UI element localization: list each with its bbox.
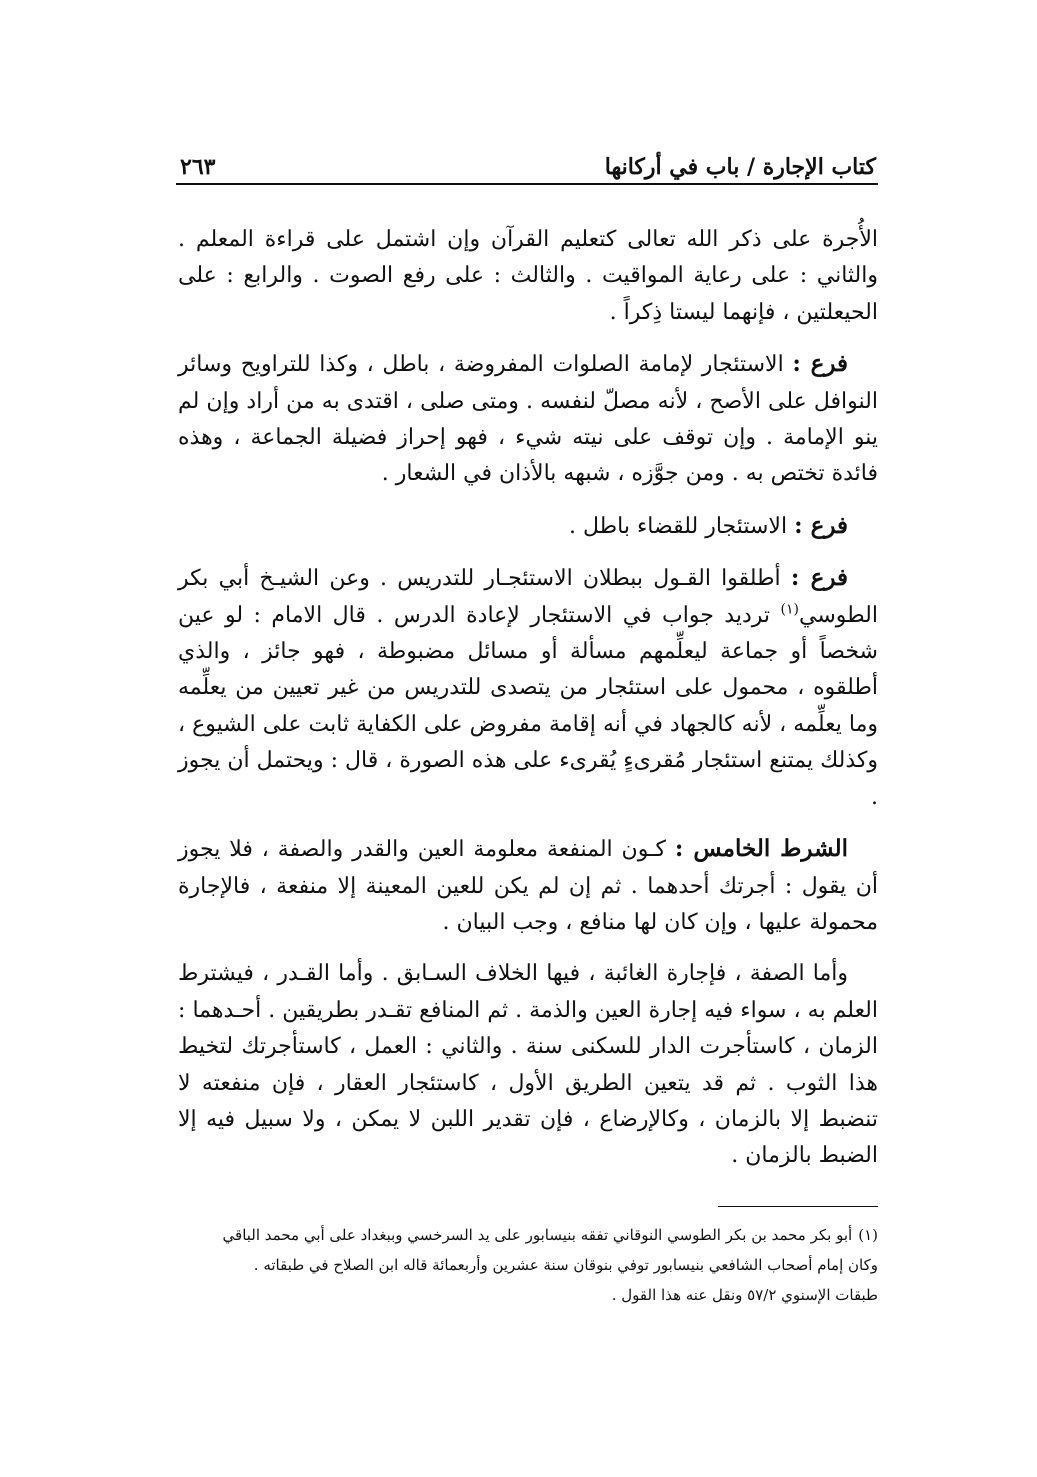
paragraph-text: الاستئجار للقضاء باطل . [568, 513, 788, 539]
footnote-line [180, 1250, 878, 1280]
footnote-reference[interactable]: (١) [780, 601, 799, 618]
footnote-text: طبقات الإسنوي ٥٧/٢ ونقل عنه هذا القول . [611, 1286, 878, 1304]
footnote-rule [718, 1206, 878, 1207]
section-label: فرع : [794, 511, 848, 539]
page-number: ٢٦٣ [180, 154, 216, 180]
running-head [180, 140, 876, 180]
footnote-line [180, 1220, 878, 1250]
header-rule [176, 183, 878, 185]
paragraph-text: كـون المنفعة معلومة العين والقدر والصفة ، فلا يجوز أن يقول : أجرتك أحدهما . ثم إن لم يكن للعين المعينة إلا منفعة ، فالإجارة محمولة عليها ، وإن كان لها منافع ، وجب البيان . [178, 837, 878, 935]
main-text [178, 222, 878, 1190]
paragraph-text: وأما الصفة ، فإجارة الغائبة ، فيها الخلاف السـابق . وأما القـدر ، فيشترط العلم به ، سواء فيه إجارة العين والذمة . ثم المنافع تقـدر بطريقين . أحـدهما : الزمان ، كاستأجرت الدار للسكنى سنة . والثاني : العمل ، كاستأجرتك لتخيط هذا الثوب . ثم قد يتعين الطريق الأول ، كاستئجار العقار ، فإن منفعته لا تنضبط إلا بالزمان ، وكالإرضاع ، فإن تقدير اللبن لا يمكن ، ولا سبيل فيه إلا الضبط بالزمان . [178, 961, 878, 1169]
footnotes [180, 1220, 878, 1310]
paragraph-text: أطلقوا القـول ببطلان الاستئجـار للتدريس . وعن الشيـخ أبي بكر الطوسي [178, 566, 878, 628]
footnote-number: (١) [858, 1226, 878, 1244]
footnote-text: وكان إمام أصحاب الشافعي بنيسابور توفي بنوقان سنة عشرين وأربعمائة قاله ابن الصلاح في طبقاته . [253, 1256, 878, 1274]
paragraph-text: الأُجرة على ذكر الله تعالى كتعليم القرآن وإن اشتمل على قراءة المعلم . والثاني : على رعاية المواقيت . والثالث : على رفع الصوت . والرابع : على الحيعلتين ، فإنهما ليستا ذِكراً . [178, 227, 878, 325]
paragraph-text: ترديد جواب في الاستئجار لإعادة الدرس . قال الامام : لو عين شخصاً أو جماعة ليعلِّمهم مسألة أو مسائل مضبوطة ، فهو جائز ، والذي أطلقوه ، محمول على استئجار من يتصدى للتدريس من غير تعيين من يعلِّمه وما يعلِّمه ، لأنه كالجهاد في أنه إقامة مفروض على الكفاية ثابت على الشيوع ، وكذلك يمتنع استئجار مُقرىءٍ يُقرىء على هذه الصورة ، قال : ويحتمل أن يجوز . [178, 602, 878, 810]
section-label: فرع : [792, 350, 848, 378]
paragraph-text: الاستئجار لإمامة الصلوات المفروضة ، باطل ، وكذا للتراويح وسائر النوافل على الأصح ، لأنه مصلّ لنفسه . ومتى صلى ، اقتدى به من أراد وإن لم ينو الإمامة . وإن توقف على نيته شيء ، فهو إحراز فضيلة الجماعة ، وهذه فائدة تختص به . ومن جوَّزه ، شبهه بالأذان في الشعار . [178, 352, 878, 487]
paragraph-2 [178, 346, 878, 493]
running-title: كتاب الإجارة / باب في أركانها [604, 154, 876, 180]
footnote-text: أبو بكر محمد بن بكر الطوسي النوقاني تفقه بنيسابور على يد السرخسي وببغداد على أبي محمد الباقي [222, 1226, 853, 1244]
paragraph-6 [178, 956, 878, 1174]
section-label: فرع : [790, 564, 849, 592]
paragraph-3 [178, 508, 878, 545]
paragraph-5 [178, 831, 878, 941]
paragraph-4 [178, 560, 878, 816]
footnote-line [180, 1280, 878, 1310]
section-label: الشرط الخامس : [674, 835, 849, 863]
paragraph-1 [178, 222, 878, 331]
